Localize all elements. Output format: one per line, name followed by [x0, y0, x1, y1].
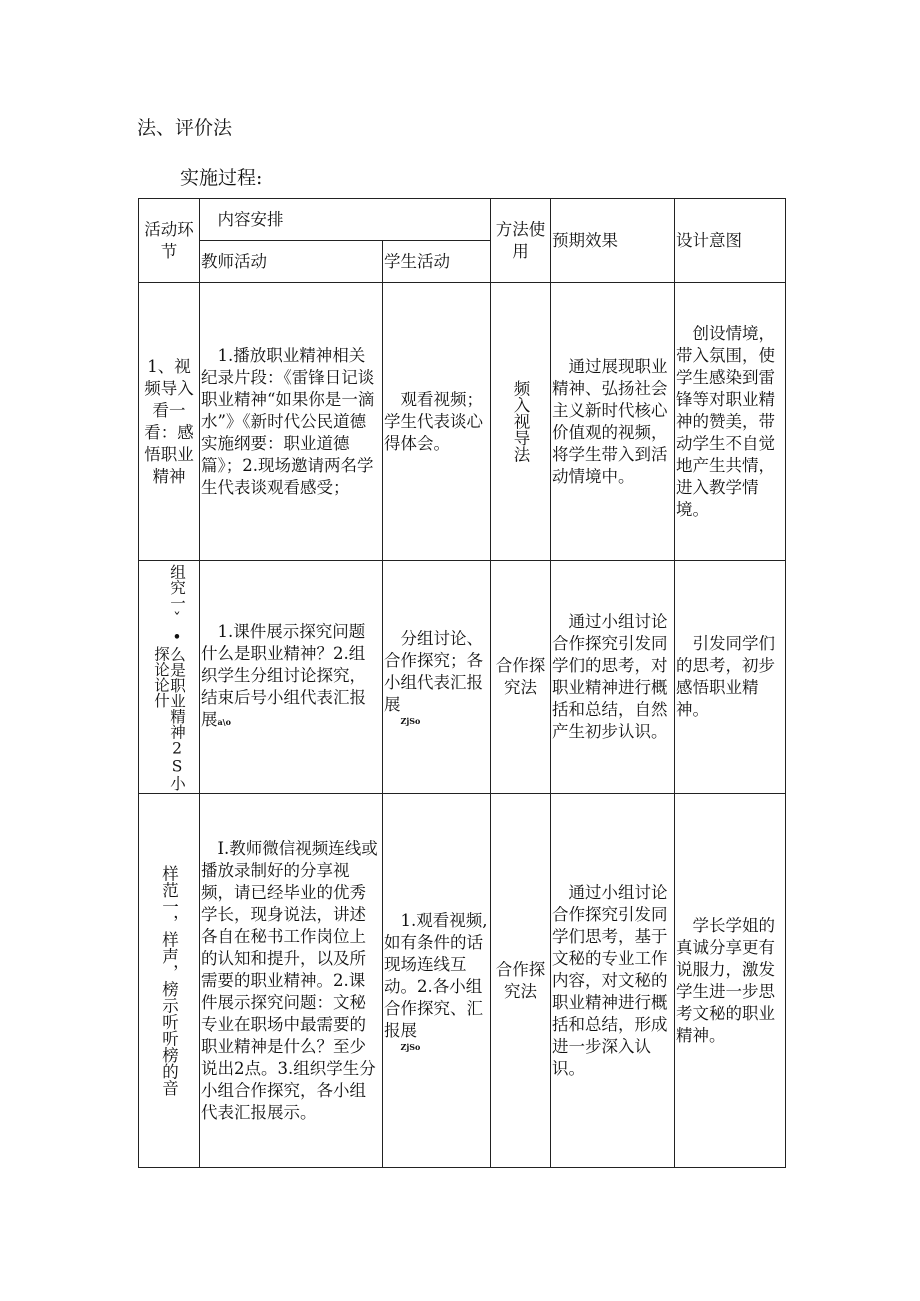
teacher-activity-cell	[200, 794, 383, 1168]
header-intent: 设计意图	[675, 199, 786, 283]
effect-text: 通过小组讨论合作探究引发同学们的思考，对职业精神进行概括和总结，自然产生初步认识。	[552, 612, 668, 741]
intent-text: 引发同学们的思考，初步感悟职业精神。	[676, 634, 775, 719]
activity-plan-table	[138, 198, 786, 1168]
methods-text-tail: 法、评价法	[137, 117, 233, 139]
effect-text: 通过展现职业精神、弘扬社会主义新时代核心价值观的视频，将学生带入到活动情境中。	[552, 356, 668, 486]
student-activity-cell	[383, 561, 491, 794]
intent-text: 学长学姐的真诚分享更有说服力，激发学生进一步思考文秘的职业精神。	[676, 915, 775, 1045]
method-cell	[491, 561, 551, 794]
stage-text: 样范一，样声，榜示听听榜的音	[159, 865, 179, 1096]
header-student: 学生活动	[383, 241, 491, 283]
table-row	[139, 283, 786, 561]
effect-cell	[551, 561, 675, 794]
teacher-activity-cell	[200, 561, 383, 794]
table-row	[139, 561, 786, 794]
method-text: 合作探究法	[495, 656, 546, 697]
stage-cell	[139, 561, 200, 794]
header-effect: 预期效果	[551, 199, 675, 283]
header-stage: 活动环节	[139, 199, 200, 283]
stage-text: 组究一ˇ•么是职业精神2S小探论论什	[152, 563, 186, 791]
student-activity-text: 1.观看视频,如有条件的话现场连线互动。2.各小组合作探究、汇报展	[384, 910, 488, 1040]
effect-text: 通过小组讨论合作探究引发同学们思考，基于文秘的专业工作内容，对文秘的职业精神进行概括和总结，形成进一步深入认识。	[552, 882, 668, 1078]
student-activity-cell	[383, 283, 491, 561]
scan-artifact-mark: ZjSo	[400, 716, 421, 726]
student-activity-text: 观看视频；学生代表谈心得体会。	[384, 389, 483, 453]
method-cell	[491, 794, 551, 1168]
intent-cell	[675, 794, 786, 1168]
method-text: 频入视导法	[511, 380, 530, 463]
teacher-activity-text: 1.播放职业精神相关纪录片段：《雷锋日记谈职业精神“如果你是一滴水”》《新时代公民道德实施纲要：职业道德篇》；2.现场邀请两名学生代表谈观看感受；	[201, 345, 375, 497]
table-row	[139, 794, 786, 1168]
header-teacher: 教师活动	[200, 241, 383, 283]
stage-cell	[139, 283, 200, 561]
header-method: 方法使用	[491, 199, 551, 283]
process-label: 实施过程:	[180, 167, 263, 189]
header-content: 内容安排	[200, 199, 491, 241]
method-cell	[491, 283, 551, 561]
stage-text: 1、视频导入看一看：感悟职业精神	[144, 356, 194, 486]
teacher-activity-text: I.教师微信视频连线或播放录制好的分享视频，请已经毕业的优秀学长，现身说法，讲述各自在秘书工作岗位上的认知和提升，以及所需要的职业精神。2.课件展示探究问题：文秘专业在职场中最需要的职业精神是什么？至少说出2点。3.组织学生分小组合作探究，各小组代表汇报展示。	[201, 838, 378, 1122]
scan-artifact-mark: a\o	[217, 717, 231, 727]
teacher-activity-text: 1.课件展示探究问题什么是职业精神？2.组织学生分组讨论探究，结束后号小组代表汇报展	[201, 622, 366, 729]
teacher-activity-cell	[200, 283, 383, 561]
intent-cell	[675, 283, 786, 561]
scan-artifact-mark: ZjSo	[400, 1041, 421, 1052]
method-text: 合作探究法	[495, 959, 546, 1001]
student-activity-text: 分组讨论、合作探究；各小组代表汇报展	[384, 629, 483, 714]
intent-text: 创设情境，带入氛围，使学生感染到雷锋等对职业精神的赞美，带动学生不自觉地产生共情，进入教学情境。	[676, 323, 775, 519]
intent-cell	[675, 561, 786, 794]
effect-cell	[551, 794, 675, 1168]
student-activity-cell	[383, 794, 491, 1168]
stage-cell	[139, 794, 200, 1168]
effect-cell	[551, 283, 675, 561]
